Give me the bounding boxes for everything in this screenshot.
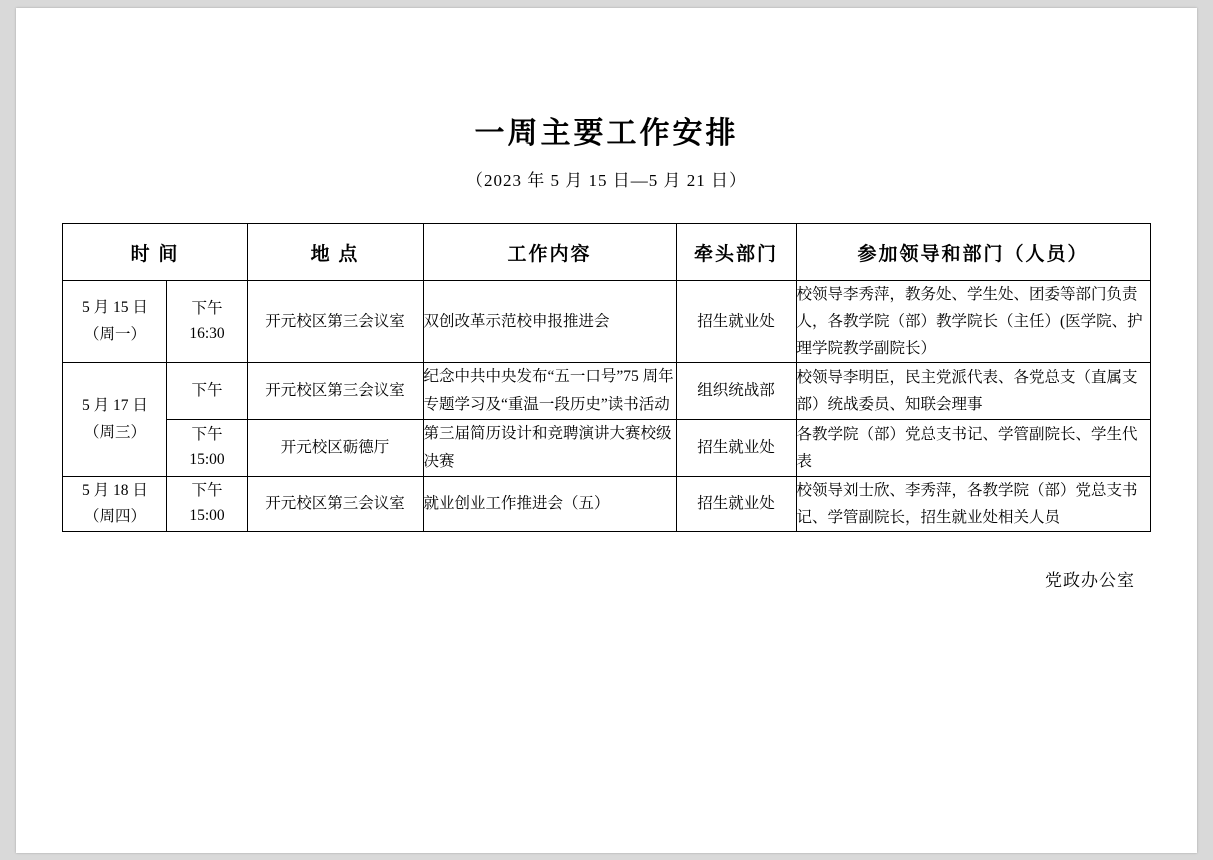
cell-time: [167, 476, 247, 531]
cell-date: [63, 363, 167, 477]
cell-participants: 各教学院（部）党总支书记、学管副院长、学生代表: [796, 420, 1150, 477]
document-page: [16, 8, 1197, 853]
page-subtitle: （2023 年 5 月 15 日—5 月 21 日）: [466, 171, 747, 190]
column-header-place: 地 点: [247, 224, 423, 281]
date-line-1: 5 月 17 日: [82, 397, 148, 415]
cell-work: 就业创业工作推进会（五）: [423, 476, 676, 531]
cell-place: 开元校区砺德厅: [247, 420, 423, 477]
table-header-row: [63, 224, 1150, 281]
date-line-1: 5 月 15 日: [82, 299, 148, 317]
cell-lead-dept: 招生就业处: [676, 281, 796, 363]
time-line-2: 15:00: [189, 507, 225, 525]
cell-work: 双创改革示范校申报推进会: [423, 281, 676, 363]
column-header-time: 时 间: [63, 224, 247, 281]
cell-time: [167, 420, 247, 477]
page-title: 一周主要工作安排: [474, 117, 739, 150]
cell-time: [167, 363, 247, 420]
document-signature: 党政办公室: [1045, 571, 1135, 591]
cell-date: [63, 476, 167, 531]
cell-lead-dept: 招生就业处: [676, 420, 796, 477]
column-header-participants: 参加领导和部门（人员）: [796, 224, 1150, 281]
table-row: [63, 363, 1150, 420]
cell-work: 第三届简历设计和竞聘演讲大赛校级决赛: [423, 420, 676, 477]
cell-participants: 校领导李秀萍，教务处、学生处、团委等部门负责人，各教学院（部）教学院长（主任）(医学院、护理学院教学副院长）: [796, 281, 1150, 363]
column-header-work: 工作内容: [423, 224, 676, 281]
cell-participants: 校领导刘士欣、李秀萍，各教学院（部）党总支书记、学管副院长，招生就业处相关人员: [796, 476, 1150, 531]
date-line-2: （周一）: [83, 325, 146, 343]
column-header-lead-dept: 牵头部门: [676, 224, 796, 281]
table-row: [63, 281, 1150, 363]
time-line-2: 16:30: [189, 324, 225, 342]
cell-place: 开元校区第三会议室: [247, 476, 423, 531]
date-line-1: 5 月 18 日: [82, 481, 148, 499]
weekly-schedule-table: [62, 223, 1150, 532]
time-line-1: 下午: [191, 299, 223, 317]
date-line-2: （周四）: [83, 508, 146, 526]
cell-lead-dept: 组织统战部: [676, 363, 796, 420]
cell-place: 开元校区第三会议室: [247, 363, 423, 420]
cell-time: [167, 281, 247, 363]
cell-place: 开元校区第三会议室: [247, 281, 423, 363]
cell-lead-dept: 招生就业处: [676, 476, 796, 531]
table-row: [63, 420, 1150, 477]
cell-work: 纪念中共中央发布“五一口号”75 周年专题学习及“重温一段历史”读书活动: [423, 363, 676, 420]
date-line-2: （周三）: [83, 423, 146, 441]
time-line-2: 15:00: [189, 451, 225, 469]
time-line-1: 下午: [191, 426, 223, 444]
time-line-1: 下午: [191, 381, 223, 399]
table-row: [63, 476, 1150, 531]
cell-participants: 校领导李明臣，民主党派代表、各党总支（直属支部）统战委员、知联会理事: [796, 363, 1150, 420]
time-line-1: 下午: [191, 482, 223, 500]
cell-date: [63, 281, 167, 363]
